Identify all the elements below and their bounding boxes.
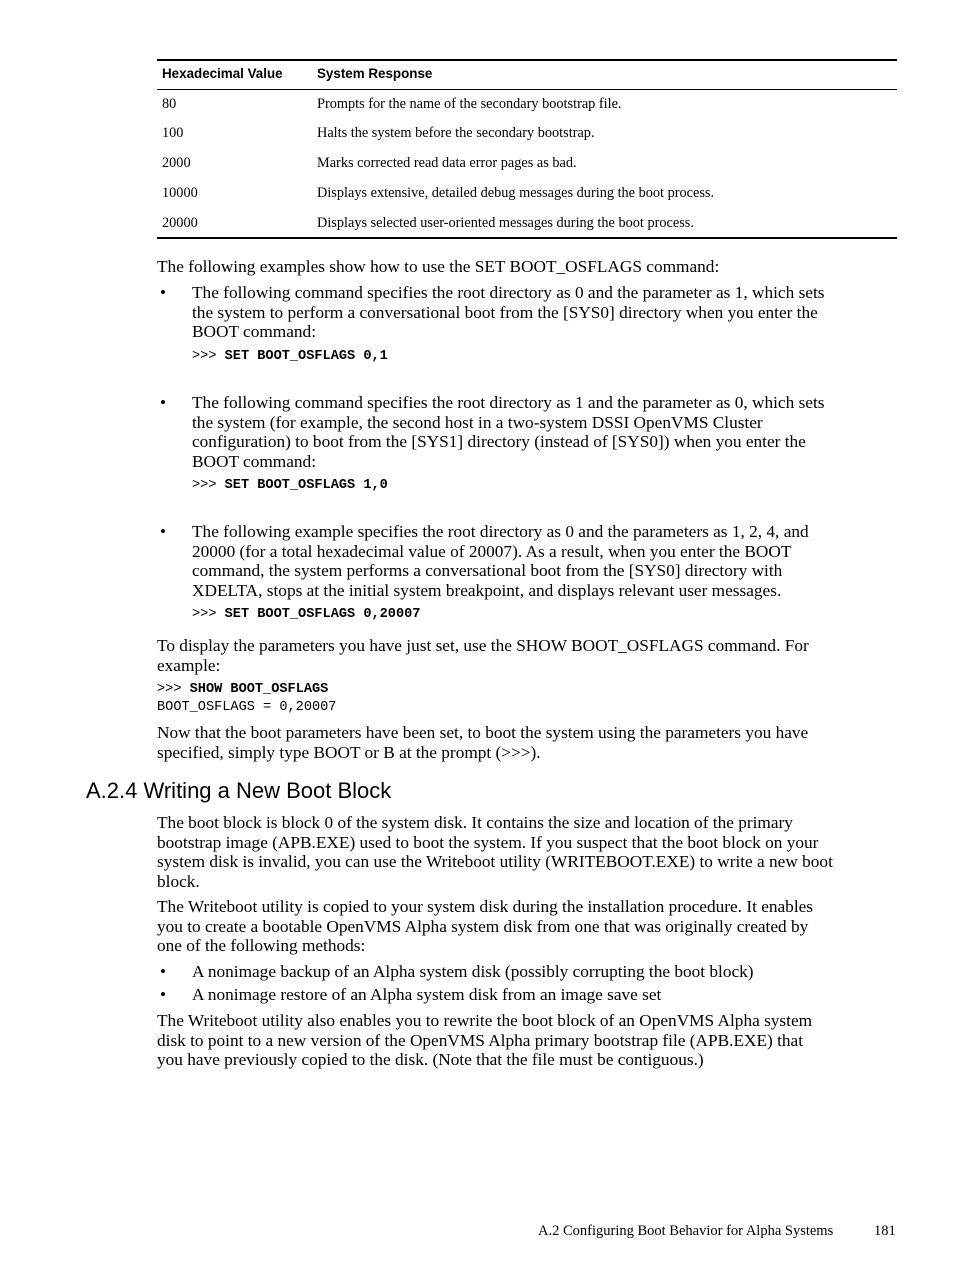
command: SHOW BOOT_OSFLAGS bbox=[189, 682, 329, 697]
section-heading: A.2.4 Writing a New Boot Block bbox=[86, 778, 392, 803]
command: SET BOOT_OSFLAGS 0,20007 bbox=[224, 607, 421, 622]
prompt: >>> bbox=[192, 478, 225, 493]
boot-block-paragraph bbox=[157, 813, 833, 891]
text-line: specified, simply type BOOT or B at the prompt (>>>). bbox=[157, 742, 541, 762]
example-2-code bbox=[192, 477, 388, 495]
table-cell-response: Displays extensive, detailed debug messages during the boot process. bbox=[317, 185, 715, 201]
bullet-marker: • bbox=[160, 985, 166, 1004]
example-1-text bbox=[192, 283, 825, 342]
display-paragraph bbox=[157, 636, 809, 675]
table-cell-hex: 20000 bbox=[162, 215, 198, 231]
table-cell-hex: 100 bbox=[162, 125, 184, 141]
table-cell-hex: 80 bbox=[162, 96, 177, 112]
text-line: Now that the boot parameters have been set, to boot the system using the parameters you have bbox=[157, 723, 809, 742]
text-line: system disk is invalid, you can use the Writeboot utility (WRITEBOOT.EXE) to write a new boot bbox=[157, 852, 833, 871]
text-line: BOOT command: bbox=[192, 322, 316, 341]
table-cell-response: Halts the system before the secondary bootstrap. bbox=[317, 125, 595, 141]
text-line: The following command specifies the root directory as 0 and the parameter as 1, which sets bbox=[192, 283, 825, 302]
table-cell-response: Marks corrected read data error pages as bad. bbox=[317, 155, 577, 171]
text-line: you have previously copied to the disk. (Note that the file must be contiguous.) bbox=[157, 1050, 704, 1069]
table-cell-response: Prompts for the name of the secondary bootstrap file. bbox=[317, 96, 622, 112]
text-line: command, the system performs a conversational boot from the [SYS0] directory with bbox=[192, 561, 783, 580]
examples-intro: The following examples show how to use the SET BOOT_OSFLAGS command: bbox=[157, 257, 720, 276]
bullet-marker: • bbox=[160, 393, 166, 412]
text-line: 20000 (for a total hexadecimal value of 20007). As a result, when you enter the BOOT bbox=[192, 541, 792, 561]
text-line: The following example specifies the root directory as 0 and the parameters as 1, 2, 4, and bbox=[192, 522, 809, 541]
page-number: 181 bbox=[874, 1223, 896, 1239]
example-1-code bbox=[192, 348, 388, 366]
text-line: block. bbox=[157, 871, 200, 891]
footer-section-title: A.2 Configuring Boot Behavior for Alpha Systems bbox=[538, 1223, 834, 1239]
bullet-marker: • bbox=[160, 522, 166, 541]
table-bottom-rule bbox=[157, 237, 897, 239]
text-line: the system to perform a conversational boot from the [SYS0] directory when you enter the bbox=[192, 302, 818, 322]
rewrite-paragraph bbox=[157, 1011, 812, 1070]
command: SET BOOT_OSFLAGS 0,1 bbox=[224, 349, 388, 364]
method-item: A nonimage restore of an Alpha system disk from an image save set bbox=[192, 985, 662, 1004]
bullet-marker: • bbox=[160, 962, 166, 981]
bullet-marker: • bbox=[160, 283, 166, 302]
text-line: BOOT command: bbox=[192, 451, 316, 471]
method-item: A nonimage backup of an Alpha system disk (possibly corrupting the boot block) bbox=[192, 962, 754, 981]
text-line: The Writeboot utility is copied to your system disk during the installation procedure. It enables bbox=[157, 897, 814, 916]
example-3-text bbox=[192, 522, 809, 600]
text-line: disk to point to a new version of the OpenVMS Alpha primary bootstrap file (APB.EXE) that bbox=[157, 1030, 804, 1050]
text-line: The Writeboot utility also enables you to rewrite the boot block of an OpenVMS Alpha system bbox=[157, 1011, 813, 1030]
text-line: the system (for example, the second host in a two-system DSSI OpenVMS Cluster bbox=[192, 412, 763, 432]
prompt: >>> bbox=[192, 607, 225, 622]
text-line: you to create a bootable OpenVMS Alpha system disk from one that was originally created by bbox=[157, 916, 809, 936]
table-cell-hex: 2000 bbox=[162, 155, 191, 171]
prompt: >>> bbox=[192, 349, 225, 364]
text-line: XDELTA, stops at the initial system breakpoint, and displays relevant user messages. bbox=[192, 580, 782, 600]
text-line: The boot block is block 0 of the system disk. It contains the size and location of the primary bbox=[157, 813, 793, 832]
table-header-response: System Response bbox=[317, 66, 433, 81]
text-line: The following command specifies the root directory as 1 and the parameter as 0, which sets bbox=[192, 393, 825, 412]
table-top-rule bbox=[157, 59, 897, 61]
writeboot-paragraph bbox=[157, 897, 813, 956]
show-output: BOOT_OSFLAGS = 0,20007 bbox=[157, 700, 337, 715]
command: SET BOOT_OSFLAGS 1,0 bbox=[224, 478, 388, 493]
text-line: configuration) to boot from the [SYS1] directory (instead of [SYS0]) when you enter the bbox=[192, 432, 806, 451]
table-cell-hex: 10000 bbox=[162, 185, 198, 201]
prompt: >>> bbox=[157, 682, 190, 697]
text-line: bootstrap image (APB.EXE) used to boot the system. If you suspect that the boot block on your bbox=[157, 832, 819, 852]
example-2-text bbox=[192, 393, 825, 471]
table-header-rule bbox=[157, 89, 897, 90]
text-line: To display the parameters you have just set, use the SHOW BOOT_OSFLAGS command. For bbox=[157, 636, 809, 655]
table-header-hex: Hexadecimal Value bbox=[162, 66, 283, 81]
table-cell-response: Displays selected user-oriented messages during the boot process. bbox=[317, 215, 694, 231]
text-line: one of the following methods: bbox=[157, 936, 366, 955]
text-line: example: bbox=[157, 655, 221, 675]
show-code-block bbox=[157, 681, 328, 699]
example-3-code bbox=[192, 606, 420, 624]
now-paragraph bbox=[157, 723, 808, 762]
